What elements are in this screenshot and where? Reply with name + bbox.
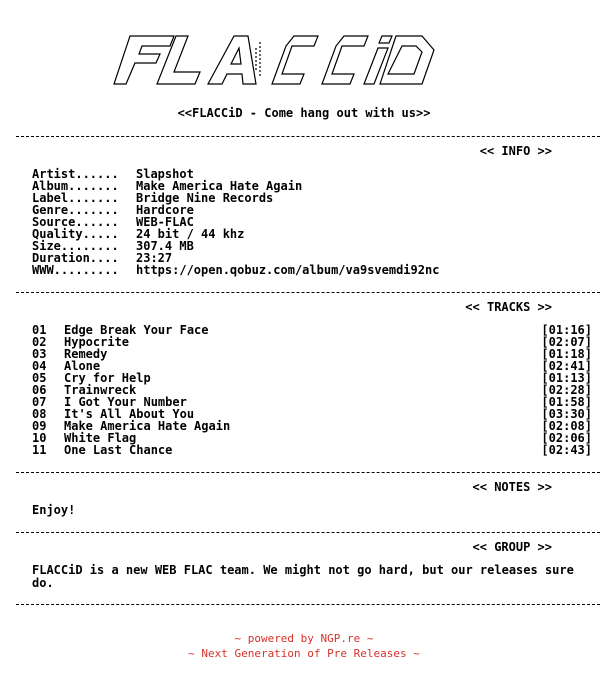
divider [16, 136, 600, 137]
tagline: <<FLACCiD - Come hang out with us>> [177, 106, 431, 120]
track-number: 11 [32, 443, 47, 457]
track-number: 03 [32, 347, 47, 361]
track-number: 10 [32, 431, 47, 445]
track-duration: [01:18] [541, 347, 592, 361]
info-value: 23:27 [136, 251, 173, 265]
info-value: Bridge Nine Records [136, 191, 274, 205]
group-section-title: << GROUP >> [472, 540, 552, 554]
info-key: Label....... [32, 191, 119, 205]
info-value: Hardcore [136, 203, 194, 217]
track-duration: [02:41] [541, 359, 592, 373]
track-title: Hypocrite [64, 335, 130, 349]
divider [16, 472, 600, 473]
track-number: 07 [32, 395, 47, 409]
tracks-section-title: << TRACKS >> [465, 300, 552, 314]
track-title: Cry for Help [64, 371, 151, 385]
info-value: 307.4 MB [136, 239, 194, 253]
track-title: Make America Hate Again [64, 419, 231, 433]
track-title: I Got Your Number [64, 395, 187, 409]
info-section-title: << INFO >> [479, 144, 552, 158]
divider [16, 532, 600, 533]
track-duration: [02:28] [541, 383, 592, 397]
track-title: White Flag [64, 431, 137, 445]
track-duration: [01:13] [541, 371, 592, 385]
track-title: Edge Break Your Face [64, 323, 209, 337]
info-key: Artist...... [32, 167, 119, 181]
track-row [32, 336, 592, 348]
group-text: FLACCiD is a new WEB FLAC team. We might not go hard, but our releases sure do. [32, 563, 574, 590]
info-row [32, 264, 439, 276]
track-title: One Last Chance [64, 443, 173, 457]
track-number: 08 [32, 407, 47, 421]
divider [16, 292, 600, 293]
track-duration: [01:58] [541, 395, 592, 409]
info-key: Duration.... [32, 251, 119, 265]
footer-powered-by: ~ powered by NGP.re ~ [234, 632, 374, 645]
track-title: Alone [64, 359, 101, 373]
flaccid-ascii-logo [96, 28, 436, 90]
notes-text: Enjoy! [32, 503, 76, 517]
track-number: 02 [32, 335, 47, 349]
track-number: 01 [32, 323, 47, 337]
info-value: Slapshot [136, 167, 194, 181]
track-duration: [01:16] [541, 323, 592, 337]
info-value: WEB-FLAC [136, 215, 194, 229]
track-number: 06 [32, 383, 47, 397]
footer-tagline: ~ Next Generation of Pre Releases ~ [188, 647, 420, 660]
track-duration: [02:06] [541, 431, 592, 445]
track-duration: [02:07] [541, 335, 592, 349]
info-value: 24 bit / 44 khz [136, 227, 245, 241]
track-duration: [03:30] [541, 407, 592, 421]
track-duration: [02:43] [541, 443, 592, 457]
track-duration: [02:08] [541, 419, 592, 433]
info-key: Genre....... [32, 203, 119, 217]
info-key: Source...... [32, 215, 119, 229]
info-key: Album....... [32, 179, 119, 193]
track-number: 09 [32, 419, 47, 433]
info-value: Make America Hate Again [136, 179, 303, 193]
track-row [32, 348, 592, 360]
track-row [32, 444, 592, 456]
track-number: 05 [32, 371, 47, 385]
notes-section-title: << NOTES >> [472, 480, 552, 494]
track-title: Remedy [64, 347, 108, 361]
track-title: Trainwreck [64, 383, 137, 397]
info-key: WWW......... [32, 263, 119, 277]
info-key: Size........ [32, 239, 119, 253]
track-number: 04 [32, 359, 47, 373]
track-title: It's All About You [64, 407, 195, 421]
info-value[interactable]: https://open.qobuz.com/album/va9svemdi92nc [136, 263, 440, 277]
divider [16, 604, 600, 605]
info-key: Quality..... [32, 227, 119, 241]
